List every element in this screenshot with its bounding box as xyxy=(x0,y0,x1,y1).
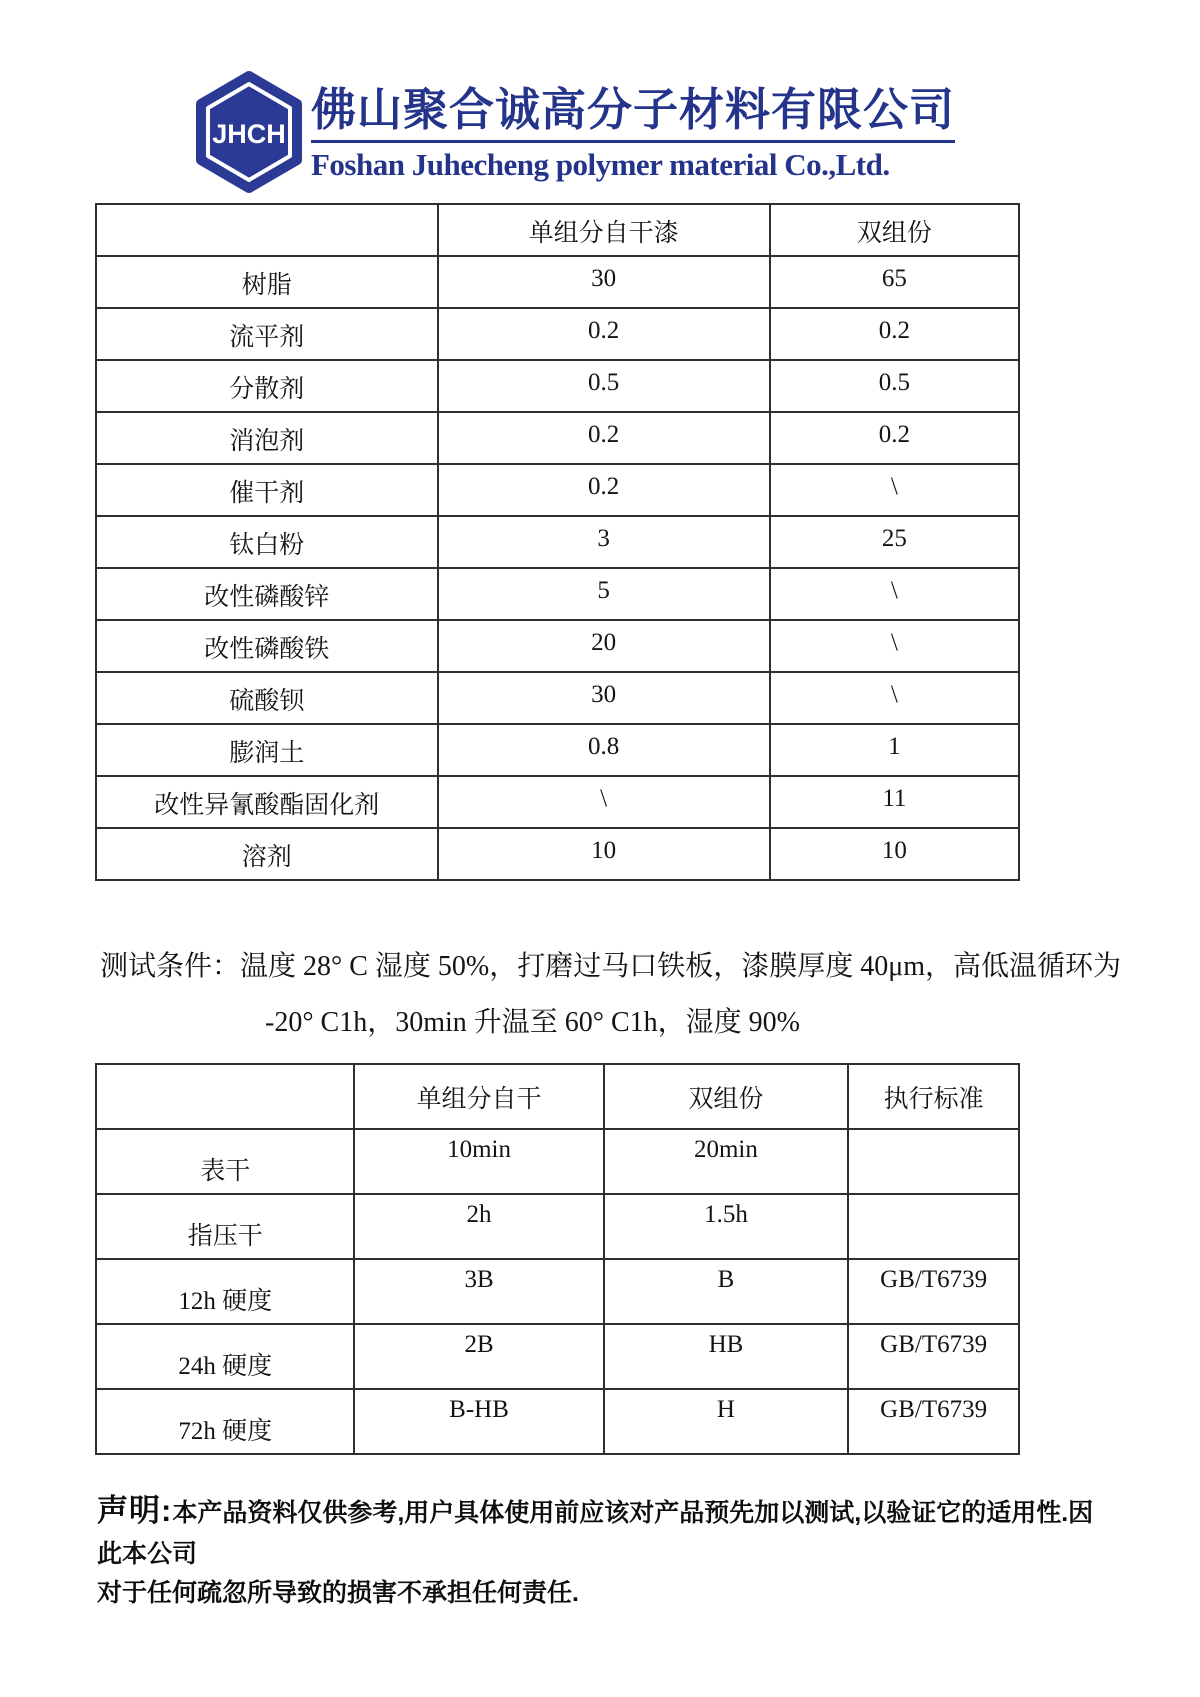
logo-text: JHCH xyxy=(212,119,286,149)
single-component-value: 3 xyxy=(438,516,770,568)
two-component-value: 65 xyxy=(770,256,1019,308)
table-header-row xyxy=(96,204,1019,256)
single-component-value: 0.2 xyxy=(438,464,770,516)
header-two-component: 双组份 xyxy=(604,1064,849,1129)
table-row xyxy=(96,412,1019,464)
single-component-value: 2h xyxy=(354,1194,603,1259)
table-header-row xyxy=(96,1064,1019,1129)
company-header xyxy=(193,70,955,194)
ingredient-label: 溶剂 xyxy=(96,828,438,880)
table-row xyxy=(96,1194,1019,1259)
company-title-block xyxy=(311,70,955,183)
formulation-table xyxy=(95,203,1020,881)
two-component-value: \ xyxy=(770,672,1019,724)
two-component-value: 0.2 xyxy=(770,308,1019,360)
property-label: 24h 硬度 xyxy=(96,1324,354,1389)
header-standard: 执行标准 xyxy=(848,1064,1019,1129)
two-component-value: 11 xyxy=(770,776,1019,828)
disclaimer-label: 声明: xyxy=(97,1493,173,1528)
table-row xyxy=(96,776,1019,828)
header-single-component: 单组分自干 xyxy=(354,1064,603,1129)
two-component-value: 20min xyxy=(604,1129,849,1194)
single-component-value: \ xyxy=(438,776,770,828)
ingredient-label: 改性磷酸锌 xyxy=(96,568,438,620)
table-row xyxy=(96,256,1019,308)
table-row xyxy=(96,1259,1019,1324)
single-component-value: 20 xyxy=(438,620,770,672)
single-component-value: 5 xyxy=(438,568,770,620)
ingredient-label: 改性异氰酸酯固化剂 xyxy=(96,776,438,828)
two-component-value: B xyxy=(604,1259,849,1324)
single-component-value: B-HB xyxy=(354,1389,603,1454)
two-component-value: \ xyxy=(770,464,1019,516)
disclaimer-line2: 对于任何疏忽所导致的损害不承担任何责任. xyxy=(97,1578,579,1607)
table-row xyxy=(96,620,1019,672)
ingredient-label: 树脂 xyxy=(96,256,438,308)
company-name-zh: 佛山聚合诚高分子材料有限公司 xyxy=(311,84,955,143)
table-row xyxy=(96,672,1019,724)
two-component-value: \ xyxy=(770,620,1019,672)
table-row xyxy=(96,1324,1019,1389)
single-component-value: 10 xyxy=(438,828,770,880)
two-component-value: 0.5 xyxy=(770,360,1019,412)
property-label: 表干 xyxy=(96,1129,354,1194)
two-component-value: 1.5h xyxy=(604,1194,849,1259)
two-component-value: \ xyxy=(770,568,1019,620)
two-component-value: 0.2 xyxy=(770,412,1019,464)
single-component-value: 0.5 xyxy=(438,360,770,412)
two-component-value: 25 xyxy=(770,516,1019,568)
table-row xyxy=(96,568,1019,620)
standard-value xyxy=(848,1194,1019,1259)
single-component-value: 2B xyxy=(354,1324,603,1389)
disclaimer-line1: 本产品资料仅供参考,用户具体使用前应该对产品预先加以测试,以验证它的适用性.因此本公司 xyxy=(97,1499,1094,1569)
single-component-value: 0.2 xyxy=(438,308,770,360)
company-logo-hexagon-icon xyxy=(193,70,305,194)
single-component-value: 30 xyxy=(438,672,770,724)
table-row xyxy=(96,464,1019,516)
two-component-value: HB xyxy=(604,1324,849,1389)
standard-value: GB/T6739 xyxy=(848,1324,1019,1389)
property-label: 指压干 xyxy=(96,1194,354,1259)
company-name-en: Foshan Juhecheng polymer material Co.,Ltd. xyxy=(311,146,890,182)
header-two-component: 双组份 xyxy=(770,204,1019,256)
ingredient-label: 硫酸钡 xyxy=(96,672,438,724)
property-label: 72h 硬度 xyxy=(96,1389,354,1454)
single-component-value: 3B xyxy=(354,1259,603,1324)
ingredient-label: 流平剂 xyxy=(96,308,438,360)
table-row xyxy=(96,516,1019,568)
ingredient-label: 钛白粉 xyxy=(96,516,438,568)
ingredient-label: 消泡剂 xyxy=(96,412,438,464)
table-row xyxy=(96,308,1019,360)
disclaimer xyxy=(97,1487,1112,1613)
ingredient-label: 分散剂 xyxy=(96,360,438,412)
two-component-value: 1 xyxy=(770,724,1019,776)
performance-table xyxy=(95,1063,1020,1455)
ingredient-label: 膨润土 xyxy=(96,724,438,776)
header-empty-cell xyxy=(96,204,438,256)
two-component-value: H xyxy=(604,1389,849,1454)
single-component-value: 0.2 xyxy=(438,412,770,464)
test-conditions-line1: 测试条件：温度 28° C 湿度 50%，打磨过马口铁板，漆膜厚度 40μm，高低温循环为 xyxy=(100,951,1121,982)
single-component-value: 0.8 xyxy=(438,724,770,776)
property-label: 12h 硬度 xyxy=(96,1259,354,1324)
table-row xyxy=(96,1389,1019,1454)
test-conditions-line2: -20° C1h，30min 升温至 60° C1h，湿度 90% xyxy=(265,1007,800,1038)
two-component-value: 10 xyxy=(770,828,1019,880)
ingredient-label: 改性磷酸铁 xyxy=(96,620,438,672)
table-row xyxy=(96,724,1019,776)
header-single-component: 单组分自干漆 xyxy=(438,204,770,256)
single-component-value: 30 xyxy=(438,256,770,308)
table-row xyxy=(96,828,1019,880)
standard-value: GB/T6739 xyxy=(848,1259,1019,1324)
standard-value: GB/T6739 xyxy=(848,1389,1019,1454)
header-empty-cell xyxy=(96,1064,354,1129)
ingredient-label: 催干剂 xyxy=(96,464,438,516)
table-row xyxy=(96,1129,1019,1194)
single-component-value: 10min xyxy=(354,1129,603,1194)
table-row xyxy=(96,360,1019,412)
standard-value xyxy=(848,1129,1019,1194)
